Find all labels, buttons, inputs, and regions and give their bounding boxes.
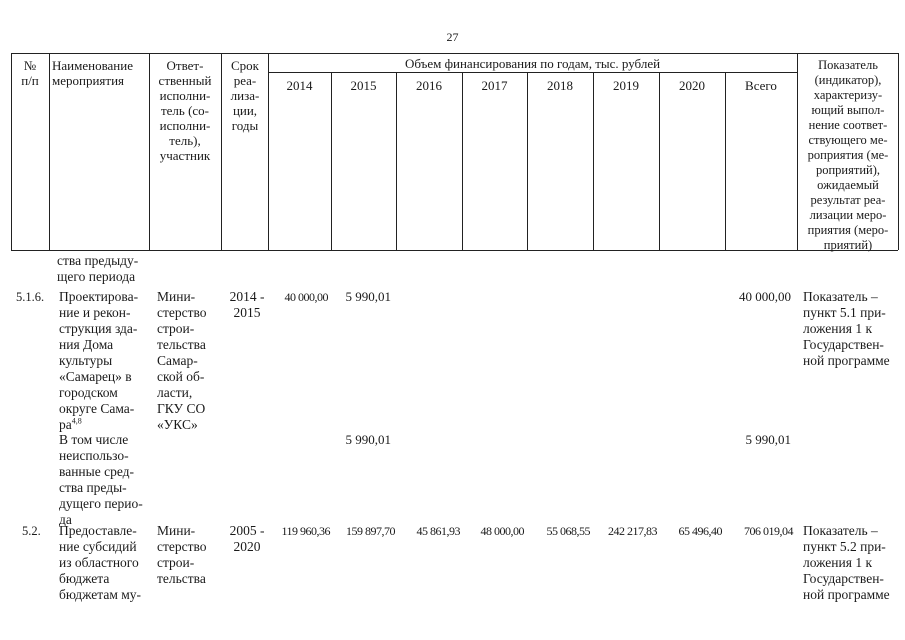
row-52-2014: 119 960,36 <box>281 524 330 538</box>
row-516-name <box>59 289 151 433</box>
header-responsible: Ответ- ственный исполни- тель (со- исполни- тель), участник <box>158 58 212 163</box>
header-year-2020: 2020 <box>679 78 705 93</box>
row-516-total: 40 000,00 <box>739 289 791 304</box>
row-52-term: 2005 - 2020 <box>229 523 265 554</box>
row-52-2016: 45 861,93 <box>416 524 460 538</box>
row-52-2018: 55 068,55 <box>546 524 590 538</box>
row-52-2020: 65 496,40 <box>678 524 722 538</box>
row-516-number: 5.1.6. <box>16 290 45 304</box>
row-516-incl-total: 5 990,01 <box>745 432 791 447</box>
header-indicator: Показатель (индикатор), характеризу- ющий выпол- нение соответ- ствующего ме- роприятия (ме- роприятий), ожидаемый результат реа- лизации меро- приятия (меро- приятий) <box>807 58 889 252</box>
header-term: Срок реа- лиза- ции, годы <box>230 58 260 133</box>
header-name: Наименование мероприятия <box>52 58 133 88</box>
header-total: Всего <box>745 78 777 93</box>
row-516-footnote: 4,8 <box>71 416 82 426</box>
row-516-responsible: Мини- стерство строи- тельства Самар- ской об- ласти, ГКУ СО «УКС» <box>157 289 207 432</box>
row-516-2014: 40 000,00 <box>284 290 328 304</box>
row-516-name-text: Проектирова- ние и рекон- струкция зда- ния Дома культуры «Самарец» в городском округе Сама- ра <box>59 289 139 432</box>
header-funding: Объем финансирования по годам, тыс. рублей <box>404 56 661 71</box>
row-52-total: 706 019,04 <box>744 524 793 538</box>
row-52-2019: 242 217,83 <box>608 524 657 538</box>
header-year-2016: 2016 <box>416 78 442 93</box>
page-number: 27 <box>446 30 459 44</box>
continued-row-name: ства предыду- щего периода <box>57 253 139 284</box>
header-year-2018: 2018 <box>547 78 573 93</box>
header-year-2014: 2014 <box>286 78 313 93</box>
row-52-name: Предоставле- ние субсидий из областного бюджета бюджетам му- <box>59 523 142 602</box>
header-year-2019: 2019 <box>613 78 639 93</box>
row-52-2015: 159 897,70 <box>346 524 395 538</box>
row-52-2017: 48 000,00 <box>480 524 524 538</box>
header-year-2015: 2015 <box>350 78 377 93</box>
row-516-indicator: Показатель – пункт 5.1 при- ложения 1 к Государствен- ной программе <box>803 289 890 368</box>
row-52-indicator: Показатель – пункт 5.2 при- ложения 1 к Государствен- ной программе <box>803 523 890 602</box>
row-516-incl-name: В том числе неиспользо- ванные сред- ства преды- дущего перио- да <box>59 432 143 527</box>
row-516-incl-2015: 5 990,01 <box>345 432 391 447</box>
header-number: № п/п <box>21 58 39 88</box>
row-52-number: 5.2. <box>22 524 41 538</box>
header-year-2017: 2017 <box>481 78 508 93</box>
row-516-2015: 5 990,01 <box>345 289 391 304</box>
row-516-term: 2014 - 2015 <box>229 289 265 320</box>
row-52-responsible: Мини- стерство строи- тельства <box>157 523 207 586</box>
